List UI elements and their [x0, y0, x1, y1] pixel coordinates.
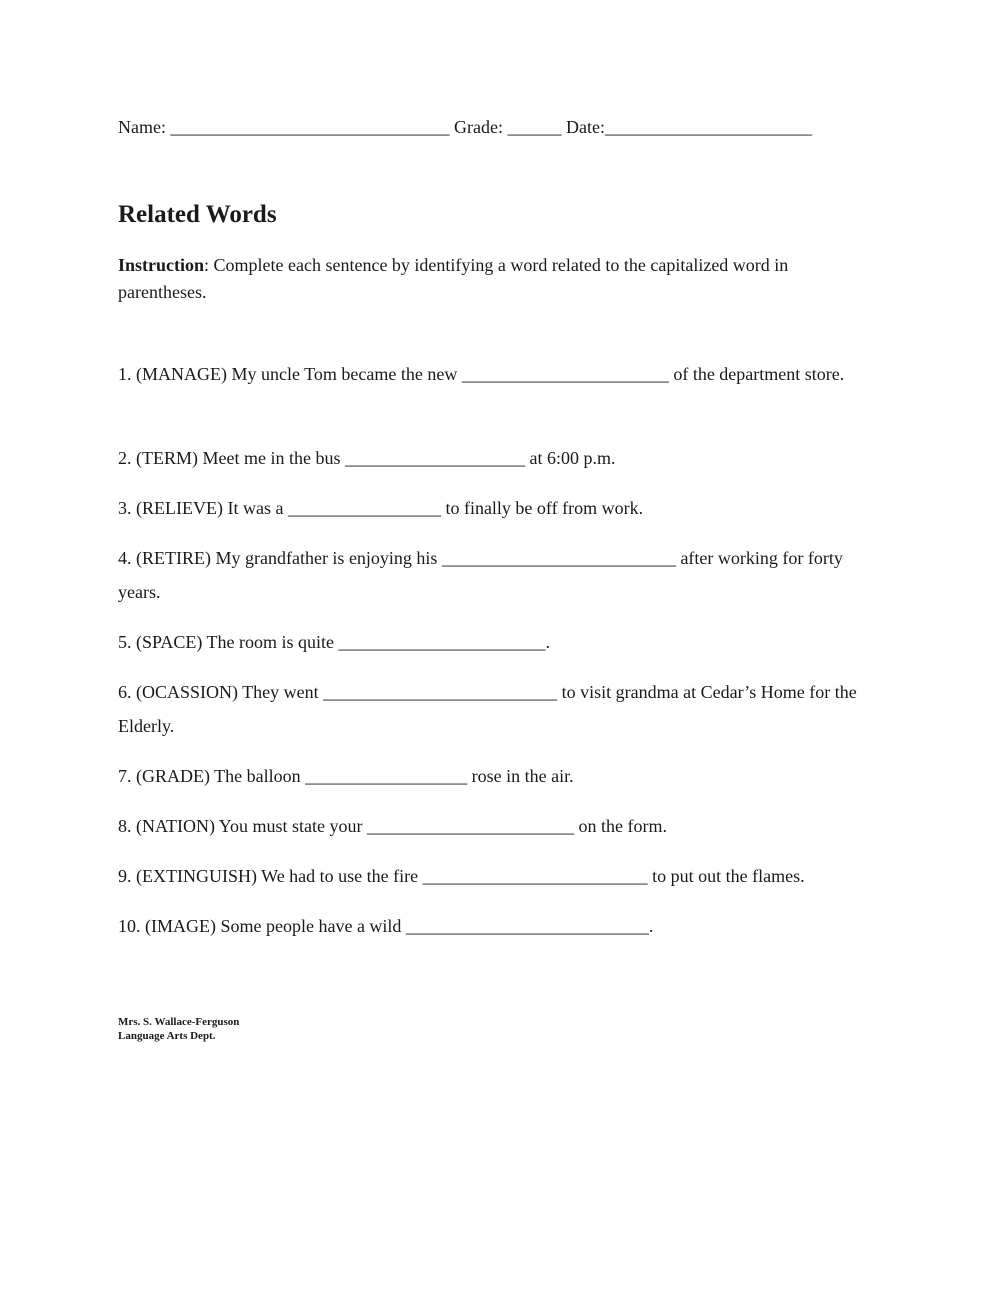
instruction-label: Instruction [118, 255, 205, 275]
name-label: Name: [118, 117, 166, 137]
grade-label: Grade: [453, 117, 503, 137]
name-blank[interactable]: _______________________________ [170, 117, 450, 137]
instruction [118, 252, 868, 306]
footer [118, 1015, 239, 1043]
question-8: 8. (NATION) You must state your _______________________ on the form. [118, 816, 667, 836]
question-1: 1. (MANAGE) My uncle Tom became the new _______________________ of the department store. [118, 364, 845, 384]
question-7: 7. (GRADE) The balloon __________________ rose in the air. [118, 766, 574, 786]
footer-department: Language Arts Dept. [118, 1030, 216, 1042]
instruction-text: : Complete each sentence by identifying a word related to the capitalized word in parentheses. [118, 255, 789, 302]
question-10: 10. (IMAGE) Some people have a wild ___________________________. [118, 916, 654, 936]
page-title: Related Words [118, 201, 277, 228]
question-9: 9. (EXTINGUISH) We had to use the fire _________________________ to put out the flames. [118, 866, 805, 886]
header-line [118, 117, 918, 138]
grade-blank[interactable]: ______ [507, 117, 562, 137]
question-4: 4. (RETIRE) My grandfather is enjoying his __________________________ after working for forty years. [118, 548, 843, 602]
footer-author: Mrs. S. Wallace-Ferguson [118, 1016, 240, 1028]
date-label: Date: [565, 117, 605, 137]
question-6: 6. (OCASSION) They went __________________________ to visit grandma at Cedar’s Home for the Elderly. [118, 682, 857, 736]
date-blank[interactable]: _______________________ [604, 117, 812, 137]
question-2: 2. (TERM) Meet me in the bus ____________________ at 6:00 p.m. [118, 448, 616, 468]
question-5: 5. (SPACE) The room is quite _______________________. [118, 632, 551, 652]
question-3: 3. (RELIEVE) It was a _________________ to finally be off from work. [118, 498, 644, 518]
